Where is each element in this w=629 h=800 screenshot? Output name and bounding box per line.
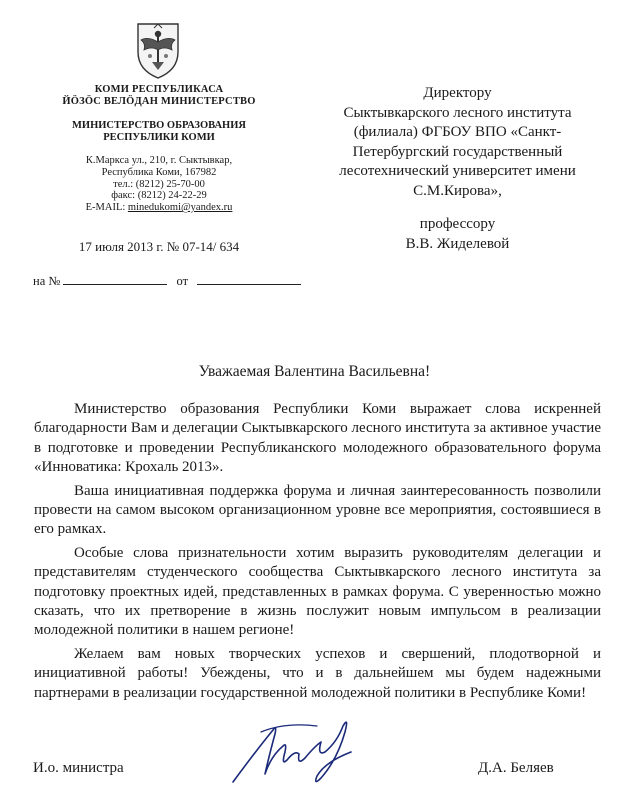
handwritten-signature <box>225 712 375 792</box>
addressee-line: С.М.Кирова», <box>413 182 502 199</box>
fax: факс: (8212) 24-22-29 <box>111 190 207 202</box>
org-line-3: МИНИСТЕРСТВО ОБРАЗОВАНИЯ <box>72 120 246 131</box>
coat-of-arms-icon <box>128 18 188 80</box>
salutation: Уважаемая Валентина Васильевна! <box>198 363 431 380</box>
email-label: E-MAIL: <box>85 202 126 214</box>
addressee-line: профессору <box>419 216 496 232</box>
address-line-1: К.Маркса ул., 210, г. Сыктывкар, <box>85 155 233 166</box>
letterhead <box>30 84 288 214</box>
org-contacts <box>30 155 288 214</box>
phone: тел.: (8212) 25-70-00 <box>113 178 205 190</box>
paragraph: Желаем вам новых творческих успехов и свершений, плодотворной и инициативной работы! Убеждены, что и в дальнейшем мы будем надежными партнерами в реализации государственной молодежной политики в Республике Коми! <box>34 645 601 701</box>
signer-title: И.о. министра <box>33 760 124 776</box>
addressee-line: Сыктывкарского лесного института <box>343 104 572 121</box>
addressee-block <box>300 84 615 254</box>
addressee-line: Директору <box>423 85 492 101</box>
na-label: на № <box>33 274 61 288</box>
email-row <box>30 202 288 214</box>
org-name-komi-lang <box>30 84 288 108</box>
paragraph: Ваша инициативная поддержка форума и личная заинтересованность позволили провести на самом высоком организационном уровне все мероприятия, состоявшиеся в его рамках. <box>34 482 601 538</box>
addressee-line: (филиала) ФГБОУ ВПО «Санкт- <box>353 124 562 140</box>
org-name-russian <box>30 120 288 144</box>
org-line-4: РЕСПУБЛИКИ КОМИ <box>103 132 215 143</box>
na-blank <box>63 271 167 285</box>
org-line-2: ЙÖЗÖС ВЕЛÖДАН МИНИСТЕРСТВО <box>62 96 256 107</box>
ot-label: от <box>176 274 189 288</box>
paragraph: Министерство образования Республики Коми выражает слова искренней благодарности Вам и делегации Сыктывкарского лесного института за активное участие в подготовке и проведении Республиканского молодежного образовательного форума «Инноватика: Крохаль 2013». <box>34 401 601 476</box>
incoming-ref-line <box>33 271 301 289</box>
email-link[interactable]: minedukomi@yandex.ru <box>127 202 233 214</box>
paragraph: Особые слова признательности хотим выразить руководителям делегации и представителям студенческого сообщества Сыктывкарского лесного института за подготовку проектных идей, представленных в рамках форума. С уверенностью можно сказать, что их претворение в жизнь послужит новым импульсом в реализации молодежной политики в нашем регионе! <box>34 544 601 639</box>
signer-name: Д.А. Беляев <box>478 760 554 776</box>
outgoing-ref: 17 июля 2013 г. № 07-14/ 634 <box>78 239 240 254</box>
addressee-name: В.В. Жиделевой <box>405 235 510 252</box>
addressee-line: Петербургский государственный <box>352 143 563 160</box>
addressee-line: лесотехнический университет имени <box>339 163 576 179</box>
ot-blank <box>197 271 301 285</box>
org-line-1: КОМИ РЕСПУБЛИКАСА <box>94 84 224 95</box>
address-line-2: Республика Коми, 167982 <box>101 166 217 178</box>
letter-body <box>34 400 601 703</box>
